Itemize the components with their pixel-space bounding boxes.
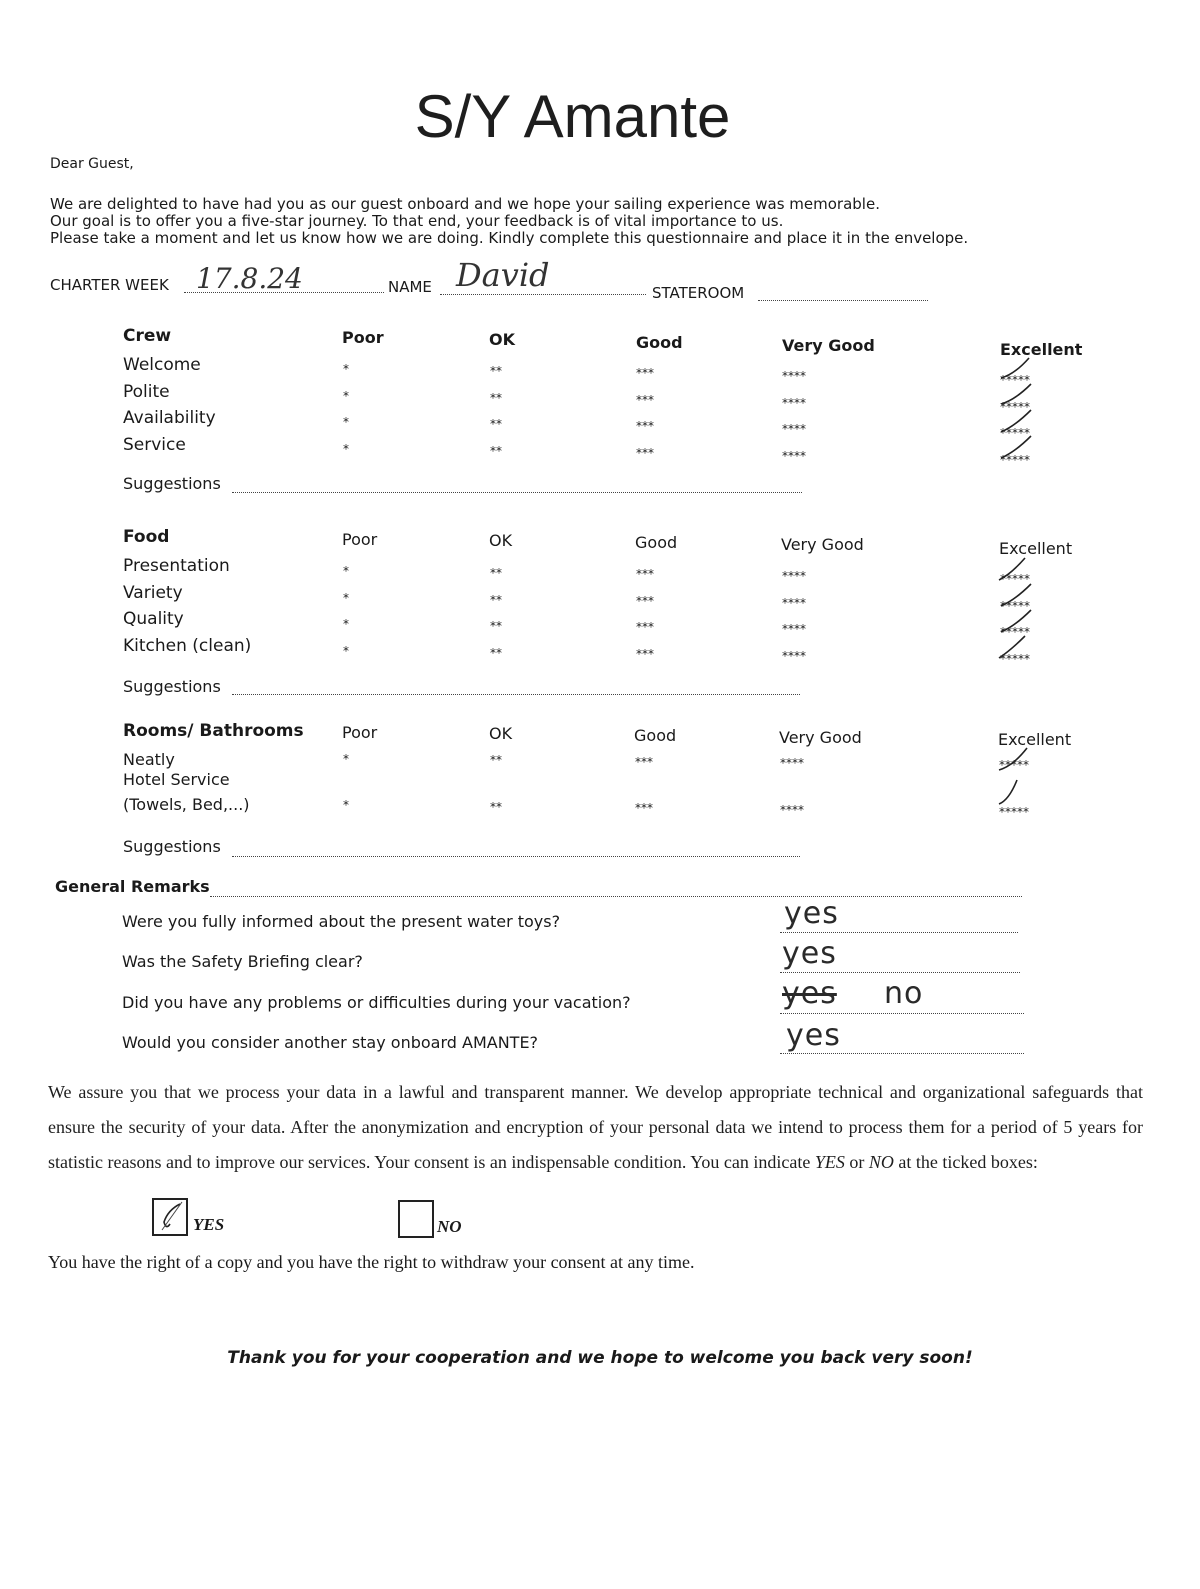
crew-tick-marks bbox=[995, 352, 1055, 462]
crew-very-good-header: Very Good bbox=[782, 336, 875, 355]
legal-no-word: NO bbox=[868, 1152, 894, 1172]
legal-yes-word: YES bbox=[814, 1152, 845, 1172]
legal-text-end: at the ticked boxes: bbox=[898, 1152, 1038, 1172]
food-ok-star[interactable]: ** bbox=[490, 645, 502, 660]
rooms-heading: Rooms/ Bathrooms bbox=[123, 721, 304, 741]
form-title: S/Y Amante bbox=[414, 83, 731, 150]
crew-very-good-options[interactable] bbox=[782, 363, 806, 469]
food-good-options[interactable] bbox=[636, 561, 654, 667]
crew-excellent-star[interactable]: ***** bbox=[1000, 373, 1030, 387]
answer-problems[interactable]: no bbox=[884, 976, 924, 1011]
rooms-item-hotel-service: Hotel Service bbox=[123, 770, 230, 789]
food-very-good-options[interactable] bbox=[782, 563, 806, 669]
rooms-excellent-star-1[interactable]: ***** bbox=[999, 758, 1029, 772]
rooms-item-towels-bed: (Towels, Bed,...) bbox=[123, 795, 250, 814]
food-heading: Food bbox=[123, 527, 170, 547]
question-water-toys: Were you fully informed about the present water toys? bbox=[122, 912, 561, 931]
rooms-very-good-star-1[interactable]: **** bbox=[780, 756, 804, 770]
crew-good-star[interactable]: *** bbox=[636, 419, 654, 433]
rooms-very-good-header: Very Good bbox=[779, 728, 862, 747]
crew-excellent-star[interactable]: ***** bbox=[1000, 399, 1030, 414]
consent-yes-checkbox[interactable] bbox=[152, 1198, 188, 1236]
stateroom-label: STATEROOM bbox=[652, 284, 745, 302]
food-poor-header: Poor bbox=[342, 530, 378, 549]
food-item-kitchen: Kitchen (clean) bbox=[123, 635, 252, 656]
name-line bbox=[440, 294, 646, 295]
food-item-quality: Quality bbox=[123, 609, 184, 629]
food-excellent-star[interactable]: ***** bbox=[1000, 651, 1030, 666]
consent-no-checkbox[interactable] bbox=[398, 1200, 434, 1238]
crew-excellent-header: Excellent bbox=[1000, 340, 1083, 359]
intro-paragraph bbox=[50, 196, 968, 247]
answer-water-toys[interactable]: yes bbox=[784, 896, 839, 931]
crew-item-welcome: Welcome bbox=[123, 355, 201, 375]
rooms-tick-marks bbox=[995, 744, 1055, 824]
food-poor-star[interactable]: * bbox=[343, 564, 349, 578]
food-poor-star[interactable]: * bbox=[343, 643, 349, 658]
intro-line-3: Please take a moment and let us know how we are doing. Kindly complete this questionnaire and place it in the envelope. bbox=[50, 229, 969, 247]
food-item-variety: Variety bbox=[123, 582, 183, 603]
food-good-star[interactable]: *** bbox=[636, 620, 654, 634]
food-ok-star[interactable]: ** bbox=[490, 619, 502, 633]
intro-line-2: Our goal is to offer you a five-star journey. To that end, your feedback is of vital importance to us. bbox=[50, 212, 784, 230]
crew-very-good-star[interactable]: **** bbox=[782, 448, 806, 463]
food-ok-star[interactable]: ** bbox=[490, 566, 502, 580]
crew-good-header: Good bbox=[636, 333, 683, 352]
rooms-poor-star-1[interactable]: * bbox=[343, 752, 349, 766]
crew-heading: Crew bbox=[123, 326, 172, 346]
rooms-excellent-star-2[interactable]: ***** bbox=[999, 805, 1029, 819]
crew-section bbox=[123, 326, 171, 346]
food-poor-star[interactable]: * bbox=[343, 617, 349, 631]
food-suggestions-label: Suggestions bbox=[123, 677, 221, 696]
rooms-good-star-2[interactable]: *** bbox=[635, 801, 653, 815]
closing-text: Thank you for your cooperation and we hope to welcome you back very soon! bbox=[227, 1348, 973, 1368]
rooms-poor-star-2[interactable]: * bbox=[343, 798, 349, 812]
crew-ok-options[interactable] bbox=[490, 358, 502, 464]
rooms-suggestions-field[interactable] bbox=[232, 856, 800, 857]
answer-another-stay[interactable]: yes bbox=[786, 1018, 841, 1053]
food-good-star[interactable]: *** bbox=[636, 567, 654, 581]
name-label: NAME bbox=[388, 278, 432, 296]
food-very-good-star[interactable]: **** bbox=[782, 648, 806, 663]
crew-items bbox=[123, 352, 216, 458]
crew-very-good-star[interactable]: **** bbox=[782, 422, 806, 436]
food-items bbox=[123, 553, 251, 659]
crew-excellent-star[interactable]: ***** bbox=[1000, 452, 1030, 467]
check-icon bbox=[154, 1200, 186, 1234]
food-excellent-header: Excellent bbox=[999, 539, 1073, 558]
crew-ok-header: OK bbox=[489, 330, 515, 349]
answer-line-3 bbox=[780, 1013, 1024, 1014]
rooms-items bbox=[123, 747, 250, 817]
question-another-stay: Would you consider another stay onboard AMANTE? bbox=[122, 1033, 539, 1052]
food-good-header: Good bbox=[635, 533, 678, 552]
stateroom-field[interactable] bbox=[758, 300, 928, 301]
crew-ok-star[interactable]: ** bbox=[490, 390, 502, 405]
food-excellent-star[interactable]: ***** bbox=[1000, 625, 1030, 639]
crew-excellent-star[interactable]: ***** bbox=[1000, 426, 1030, 440]
legal-text: We assure you that we process your data in a lawful and transparent manner. We develop appropriate technical and organizational safeguards that ensure the security of your data. After the anonymization and encryption of your personal data we intend to process them for a period of 5 years for statistic reasons and to improve our services. Your consent is an indispensable condition. You can indicate bbox=[48, 1082, 1143, 1172]
food-very-good-star[interactable]: **** bbox=[782, 595, 806, 610]
question-safety-briefing: Was the Safety Briefing clear? bbox=[122, 952, 363, 971]
crew-suggestions-label: Suggestions bbox=[123, 474, 221, 493]
food-ok-header: OK bbox=[489, 531, 513, 550]
food-good-star[interactable]: *** bbox=[636, 593, 654, 608]
food-good-star[interactable]: *** bbox=[636, 646, 654, 661]
consent-yes-label: YES bbox=[193, 1215, 225, 1234]
food-poor-star[interactable]: * bbox=[343, 590, 349, 605]
crew-poor-star[interactable]: * bbox=[343, 388, 349, 403]
crew-item-availability: Availability bbox=[123, 408, 216, 428]
rooms-item-neatly: Neatly bbox=[123, 750, 175, 769]
answer-safety-briefing[interactable]: yes bbox=[782, 936, 837, 971]
crew-suggestions-field[interactable] bbox=[232, 492, 802, 493]
rooms-ok-star-1[interactable]: ** bbox=[490, 753, 502, 767]
crew-poor-star[interactable]: * bbox=[343, 441, 349, 456]
crew-item-service: Service bbox=[123, 434, 186, 455]
crew-very-good-star[interactable]: **** bbox=[782, 395, 806, 410]
food-tick-marks bbox=[995, 552, 1055, 662]
charter-week-field[interactable]: 17.8.24 bbox=[196, 262, 303, 295]
consent-no-label: NO bbox=[437, 1217, 462, 1236]
rooms-excellent-header: Excellent bbox=[998, 730, 1072, 749]
food-ok-options[interactable] bbox=[490, 560, 502, 666]
crew-ok-star[interactable]: ** bbox=[490, 364, 502, 378]
food-suggestions-field[interactable] bbox=[232, 694, 800, 695]
crew-poor-options[interactable] bbox=[343, 356, 349, 462]
rights-text: You have the right of a copy and you have the right to withdraw your consent at any time. bbox=[48, 1252, 695, 1272]
answer-line-1 bbox=[780, 932, 1018, 933]
rooms-suggestions-label: Suggestions bbox=[123, 837, 221, 856]
crew-good-star[interactable]: *** bbox=[636, 392, 654, 407]
legal-paragraph bbox=[48, 1075, 1143, 1180]
food-very-good-header: Very Good bbox=[781, 535, 864, 554]
food-ok-star[interactable]: ** bbox=[490, 592, 502, 607]
crew-poor-star[interactable]: * bbox=[343, 415, 349, 429]
rooms-poor-header: Poor bbox=[342, 723, 378, 742]
general-remarks-label: General Remarks bbox=[55, 877, 210, 896]
answer-problems-struck: yes bbox=[782, 976, 837, 1011]
food-poor-options[interactable] bbox=[343, 558, 349, 664]
crew-poor-header: Poor bbox=[342, 328, 384, 347]
intro-line-1: We are delighted to have had you as our guest onboard and we hope your sailing experience was memorable. bbox=[50, 195, 880, 213]
crew-very-good-star[interactable]: **** bbox=[782, 369, 806, 383]
greeting: Dear Guest, bbox=[50, 156, 134, 172]
answer-line-4 bbox=[780, 1053, 1024, 1054]
question-problems: Did you have any problems or difficulties during your vacation? bbox=[122, 993, 631, 1012]
food-very-good-star[interactable]: **** bbox=[782, 569, 806, 583]
crew-good-star[interactable]: *** bbox=[636, 366, 654, 380]
food-item-presentation: Presentation bbox=[123, 556, 230, 576]
food-very-good-star[interactable]: **** bbox=[782, 622, 806, 636]
rooms-very-good-star-2[interactable]: **** bbox=[780, 803, 804, 817]
crew-ok-star[interactable]: ** bbox=[490, 443, 502, 458]
rooms-good-star-1[interactable]: *** bbox=[635, 755, 653, 769]
charter-week-label: CHARTER WEEK bbox=[50, 276, 169, 294]
rooms-ok-header: OK bbox=[489, 724, 513, 743]
crew-item-polite: Polite bbox=[123, 381, 170, 402]
crew-poor-star[interactable]: * bbox=[343, 362, 349, 376]
crew-good-options[interactable] bbox=[636, 360, 654, 466]
answer-line-2 bbox=[780, 972, 1020, 973]
general-remarks-field[interactable] bbox=[210, 896, 1022, 897]
rooms-ok-star-2[interactable]: ** bbox=[490, 800, 502, 814]
rooms-good-header: Good bbox=[634, 726, 677, 745]
crew-ok-star[interactable]: ** bbox=[490, 417, 502, 431]
crew-good-star[interactable]: *** bbox=[636, 445, 654, 460]
legal-or-word: or bbox=[849, 1152, 865, 1172]
name-field[interactable]: David bbox=[456, 256, 550, 294]
food-excellent-star[interactable]: ***** bbox=[1000, 598, 1030, 613]
food-excellent-star[interactable]: ***** bbox=[1000, 572, 1030, 586]
